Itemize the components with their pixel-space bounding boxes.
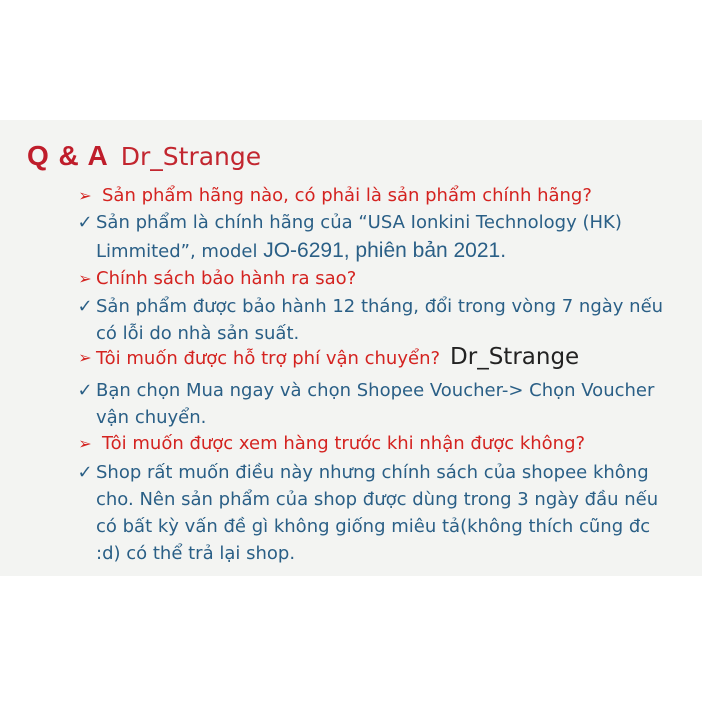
answer-3: [76, 377, 696, 431]
arrow-bullet-icon: ➢: [78, 186, 92, 205]
answer-line: Shop rất muốn điều này nhưng chính sách của shopee không: [96, 462, 649, 483]
answer-1: [76, 209, 696, 266]
answer-line: Sản phẩm là chính hãng của “USA Ionkini Technology (HK): [96, 212, 622, 233]
answer-2: [76, 293, 696, 347]
answer-line: có bất kỳ vấn đề gì không giống miêu tả(không thích cũng đc: [96, 516, 651, 537]
answer-line: Sản phẩm được bảo hành 12 tháng, đổi trong vòng 7 ngày nếu: [96, 296, 664, 317]
question-4: [76, 430, 696, 457]
answer-4: [76, 459, 696, 567]
arrow-bullet-icon: ➢: [78, 348, 92, 367]
check-icon: ✓: [77, 296, 93, 317]
question-text: Tôi muốn được hỗ trợ phí vận chuyển?: [96, 348, 441, 369]
check-icon: ✓: [77, 462, 93, 483]
answer-line: Bạn chọn Mua ngay và chọn Shopee Voucher-> Chọn Voucher: [96, 380, 655, 401]
arrow-bullet-icon: ➢: [78, 434, 92, 453]
question-2: [76, 265, 696, 292]
answer-line: có lỗi do nhà sản suất.: [96, 323, 300, 344]
signature-text: Dr_Strange: [450, 344, 580, 370]
question-text: Sản phẩm hãng nào, có phải là sản phẩm chính hãng?: [102, 185, 592, 206]
model-version-text: JO-6291, phiên bản 2021.: [263, 239, 507, 262]
question-1: [76, 182, 696, 209]
signature-text: Dr_Strange: [120, 142, 262, 171]
check-icon: ✓: [77, 212, 93, 233]
title-label: Q & A: [27, 140, 109, 171]
question-text: Chính sách bảo hành ra sao?: [96, 268, 357, 289]
check-icon: ✓: [77, 380, 93, 401]
question-text: Tôi muốn được xem hàng trước khi nhận được không?: [102, 433, 586, 454]
answer-line: vận chuyển.: [96, 407, 207, 428]
question-3: [76, 344, 696, 372]
answer-line: cho. Nên sản phẩm của shop được dùng trong 3 ngày đầu nếu: [96, 489, 659, 510]
answer-line: Limmited”, model: [96, 241, 264, 262]
arrow-bullet-icon: ➢: [78, 269, 92, 288]
answer-line: :d) có thể trả lại shop.: [96, 543, 296, 564]
